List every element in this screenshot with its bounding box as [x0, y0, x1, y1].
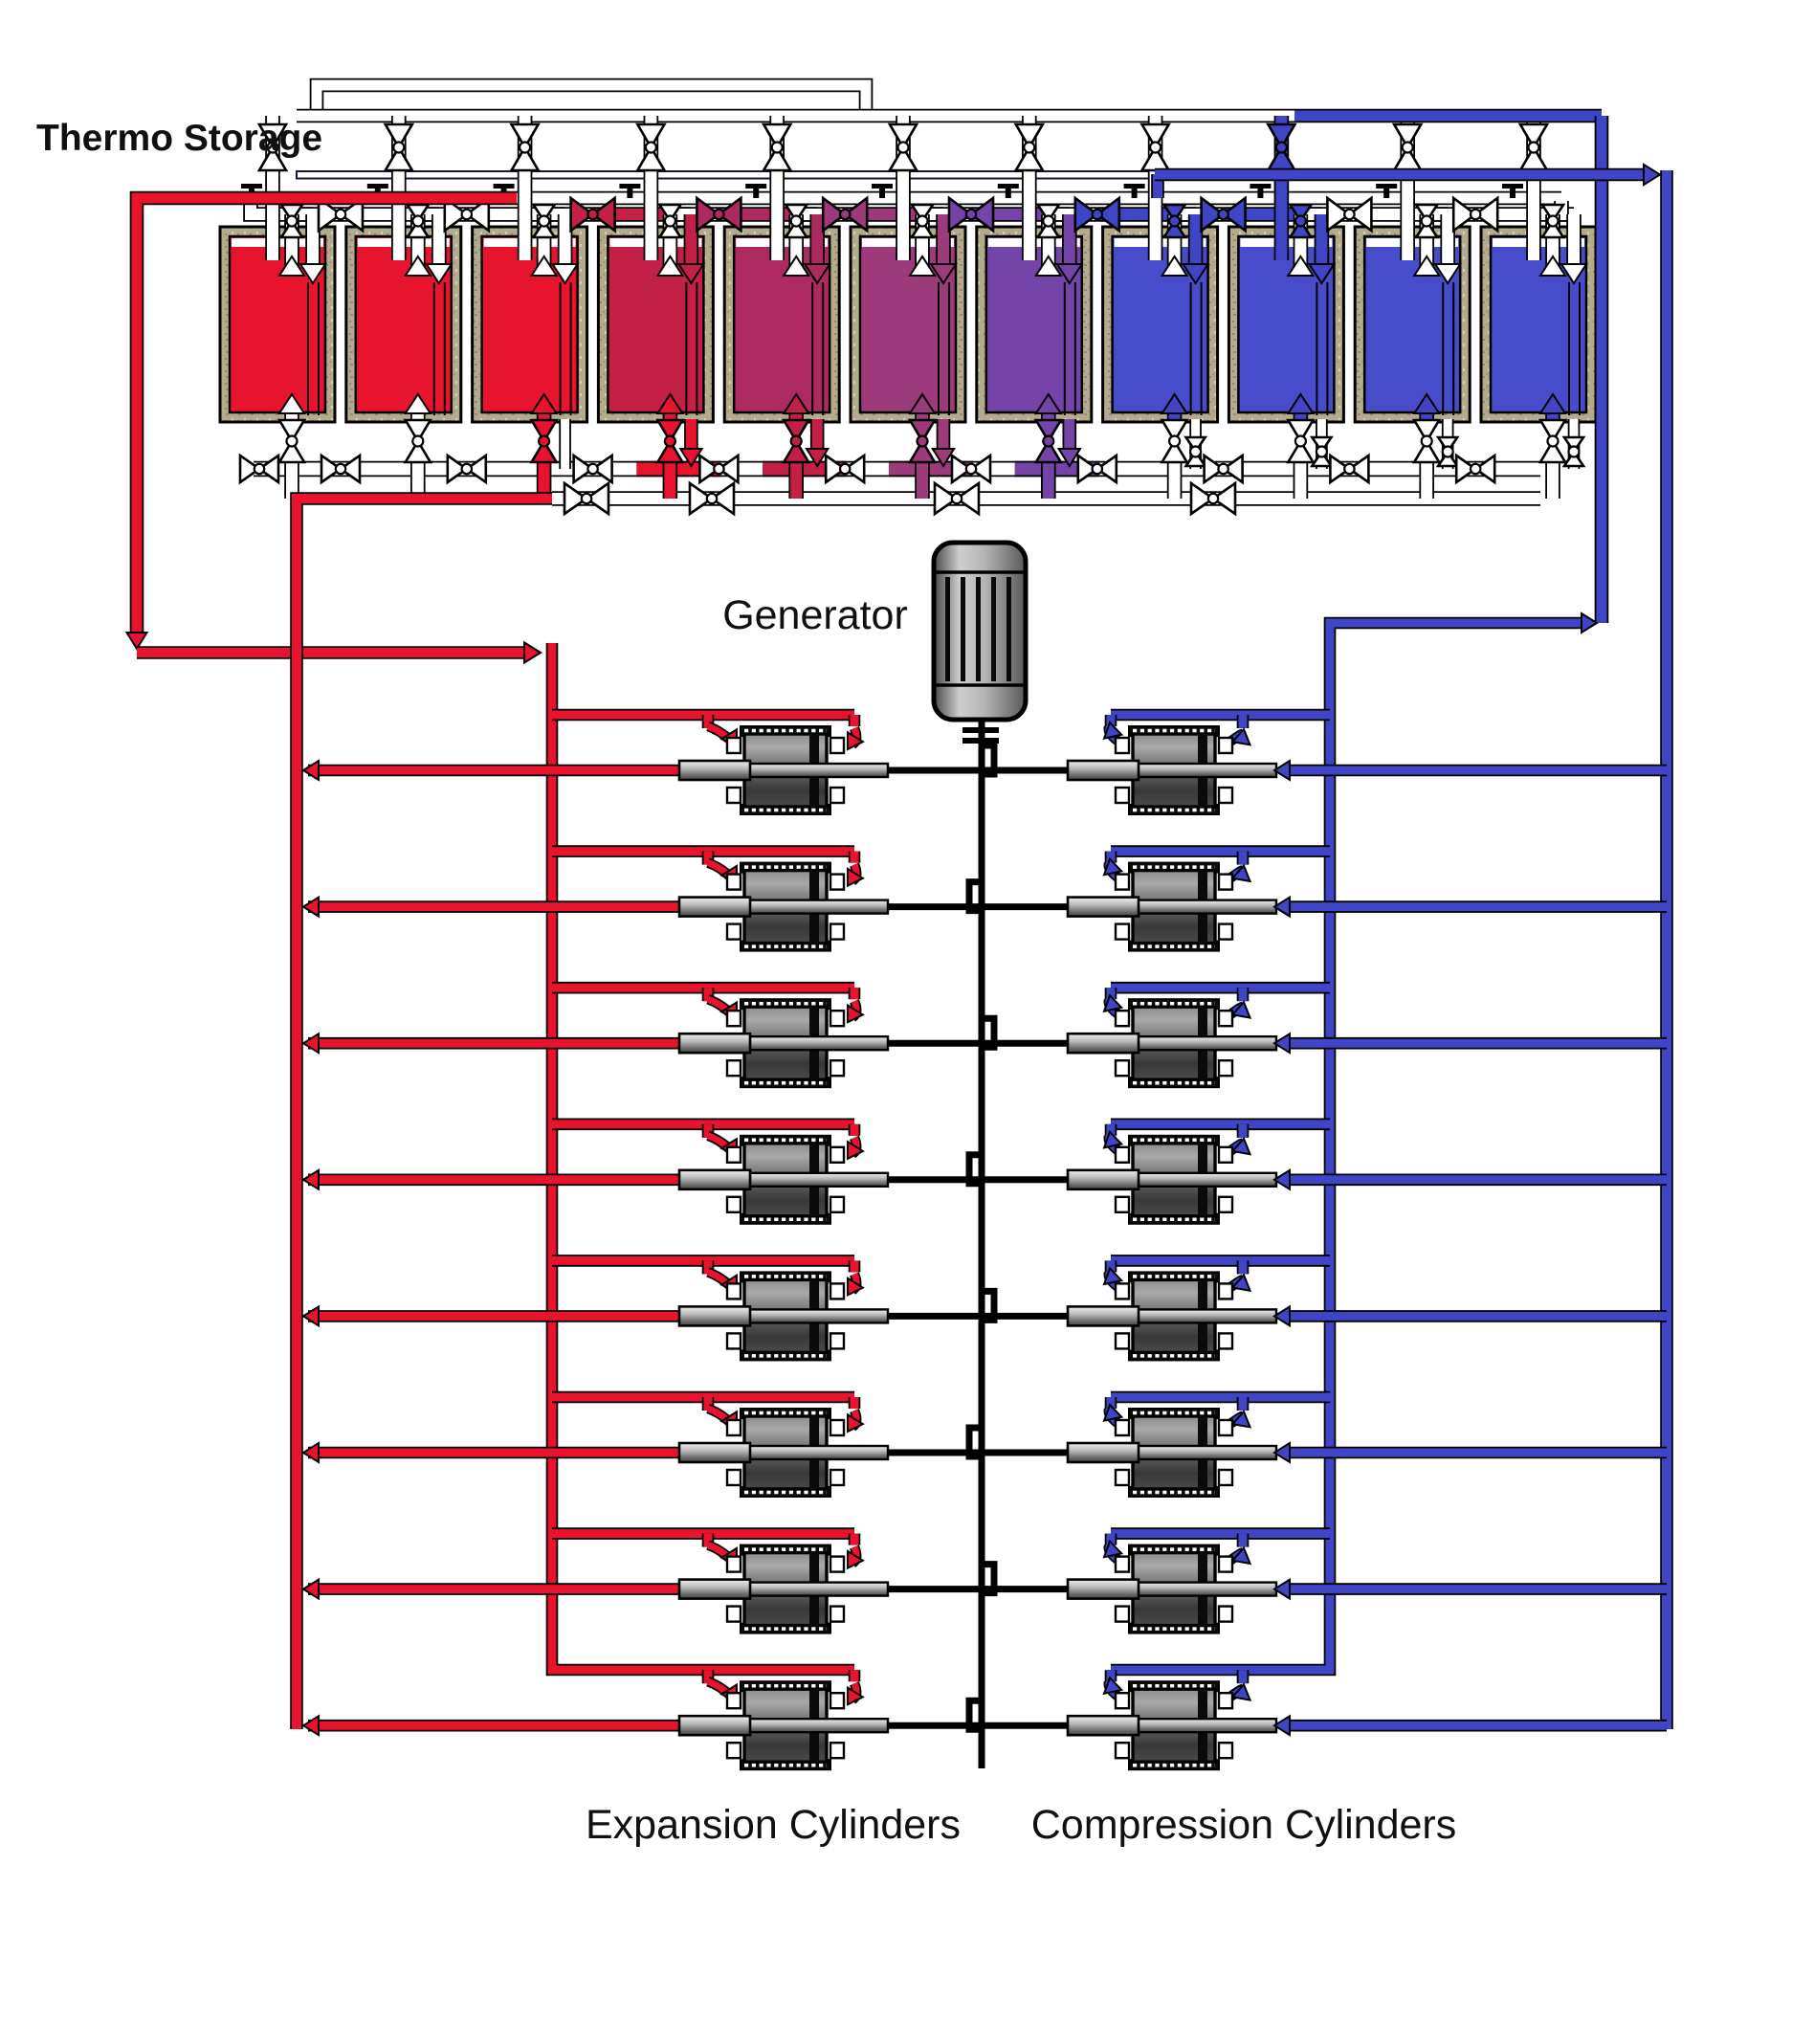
rod-sleeve: [679, 1716, 750, 1735]
flange-icon: [745, 184, 766, 189]
mount-bracket: [1116, 1197, 1129, 1212]
flange-icon: [753, 189, 759, 198]
rod-arrows: [1274, 761, 1290, 1735]
mount-bracket: [830, 1420, 844, 1435]
mount-bracket: [1116, 1011, 1129, 1026]
flow-arrow: [303, 1033, 319, 1053]
flange-icon: [1383, 189, 1389, 198]
compression-cylinders: [1068, 726, 1276, 1769]
mount-bracket: [1116, 1147, 1129, 1163]
flow-arrow: [303, 1716, 319, 1735]
mount-bracket: [830, 1147, 844, 1163]
mount-bracket: [1116, 924, 1129, 940]
mount-bracket: [727, 1470, 741, 1485]
hot-trunk-pipe: [297, 499, 552, 1729]
generator-vent-slot: [945, 577, 950, 681]
mount-bracket: [727, 1283, 741, 1299]
mount-bracket: [830, 1197, 844, 1212]
rod-sleeve: [679, 1170, 750, 1189]
rod-sleeve: [679, 1306, 750, 1325]
mount-bracket: [1116, 788, 1129, 803]
mount-bracket: [1116, 1283, 1129, 1299]
mount-bracket: [830, 875, 844, 890]
flange-icon: [1250, 184, 1271, 189]
thermo-storage-label: Thermo Storage: [36, 118, 323, 159]
mount-bracket: [1219, 1197, 1232, 1212]
mount-bracket: [727, 1333, 741, 1348]
hot-return-trunk: [297, 499, 552, 1729]
mount-bracket: [1116, 1743, 1129, 1758]
flange-icon: [241, 184, 262, 189]
mount-bracket: [1116, 1333, 1129, 1348]
rod-sleeve: [1068, 1033, 1139, 1053]
flow-arrow: [303, 1170, 319, 1189]
flow-arrow: [303, 761, 319, 780]
mount-bracket: [830, 1283, 844, 1299]
mount-bracket: [727, 788, 741, 803]
mount-bracket: [727, 738, 741, 753]
mount-bracket: [1116, 1693, 1129, 1708]
rod-sleeve: [1068, 1716, 1139, 1735]
flange-icon: [494, 184, 515, 189]
flange-icon: [619, 184, 640, 189]
flange-icon: [1376, 184, 1397, 189]
rod-sleeve: [679, 1443, 750, 1462]
flange-icon: [1132, 189, 1138, 198]
mount-bracket: [1116, 1470, 1129, 1485]
rod-sleeve: [679, 761, 750, 780]
rod-sleeve: [1068, 761, 1139, 780]
mount-bracket: [1219, 1420, 1232, 1435]
rod-sleeve: [679, 898, 750, 917]
mount-bracket: [727, 1743, 741, 1758]
flange-icon: [1510, 189, 1515, 198]
mount-bracket: [1219, 1147, 1232, 1163]
mount-bracket: [830, 1060, 844, 1076]
rod-sleeve: [679, 1033, 750, 1053]
mount-bracket: [727, 1060, 741, 1076]
mount-bracket: [727, 924, 741, 940]
flange-icon: [1124, 184, 1145, 189]
flow-arrow: [1582, 613, 1597, 633]
flange-icon: [367, 184, 388, 189]
rod-sleeve: [1068, 1580, 1139, 1599]
generator-vent-slot: [961, 577, 965, 681]
flange-icon: [998, 184, 1019, 189]
mount-bracket: [1219, 924, 1232, 940]
coupling: [962, 727, 999, 733]
expansion-cylinders-label: Expansion Cylinders: [586, 1802, 961, 1848]
generator-vent-slot: [1007, 577, 1011, 681]
compression-cylinders-label: Compression Cylinders: [1030, 1802, 1457, 1848]
flow-arrow: [524, 642, 541, 662]
mount-bracket: [727, 1197, 741, 1212]
mount-bracket: [830, 924, 844, 940]
flow-arrow: [303, 1580, 319, 1599]
rod-sleeve: [1068, 1306, 1139, 1325]
mount-bracket: [830, 1743, 844, 1758]
mount-bracket: [1219, 1607, 1232, 1622]
rod-sleeve: [1068, 1443, 1139, 1462]
generator: [934, 543, 1026, 720]
generator-label: Generator: [722, 592, 908, 638]
mount-bracket: [830, 1470, 844, 1485]
mount-bracket: [1116, 1060, 1129, 1076]
mount-bracket: [727, 1011, 741, 1026]
flow-arrow: [303, 898, 319, 917]
mount-bracket: [1116, 1420, 1129, 1435]
flange-icon: [1257, 189, 1263, 198]
mount-bracket: [1219, 1743, 1232, 1758]
generator-vent-slot: [976, 577, 981, 681]
mount-bracket: [830, 1693, 844, 1708]
rod-sleeve: [1068, 898, 1139, 917]
mount-bracket: [1116, 875, 1129, 890]
mount-bracket: [727, 1420, 741, 1435]
flow-arrow: [303, 1306, 319, 1325]
flange-icon: [879, 189, 885, 198]
flange-icon: [872, 184, 893, 189]
drive-shaft: [886, 722, 1073, 1768]
mount-bracket: [1219, 1557, 1232, 1572]
rod-sleeve: [1068, 1170, 1139, 1189]
mount-bracket: [727, 875, 741, 890]
mount-bracket: [830, 1607, 844, 1622]
mount-bracket: [727, 1147, 741, 1163]
mount-bracket: [830, 1011, 844, 1026]
mount-bracket: [1219, 1333, 1232, 1348]
flange-icon: [1006, 189, 1011, 198]
mount-bracket: [1219, 1693, 1232, 1708]
mount-bracket: [1116, 738, 1129, 753]
mount-bracket: [1219, 1283, 1232, 1299]
mount-bracket: [1116, 1557, 1129, 1572]
mount-bracket: [727, 1557, 741, 1572]
mount-bracket: [1219, 788, 1232, 803]
mount-bracket: [1219, 1470, 1232, 1485]
mount-bracket: [1219, 1060, 1232, 1076]
mount-bracket: [727, 1607, 741, 1622]
mount-bracket: [1219, 875, 1232, 890]
mount-bracket: [1116, 1607, 1129, 1622]
flow-arrow: [1644, 165, 1660, 185]
rod-sleeve: [679, 1580, 750, 1599]
mount-bracket: [830, 738, 844, 753]
mount-bracket: [830, 788, 844, 803]
flange-icon: [627, 189, 632, 198]
generator-vent-slot: [991, 577, 996, 681]
flow-arrow: [303, 1443, 319, 1462]
mount-bracket: [1219, 1011, 1232, 1026]
mount-bracket: [1219, 738, 1232, 753]
mount-bracket: [830, 1333, 844, 1348]
mount-bracket: [830, 1557, 844, 1572]
mount-bracket: [727, 1693, 741, 1708]
flange-icon: [1502, 184, 1523, 189]
